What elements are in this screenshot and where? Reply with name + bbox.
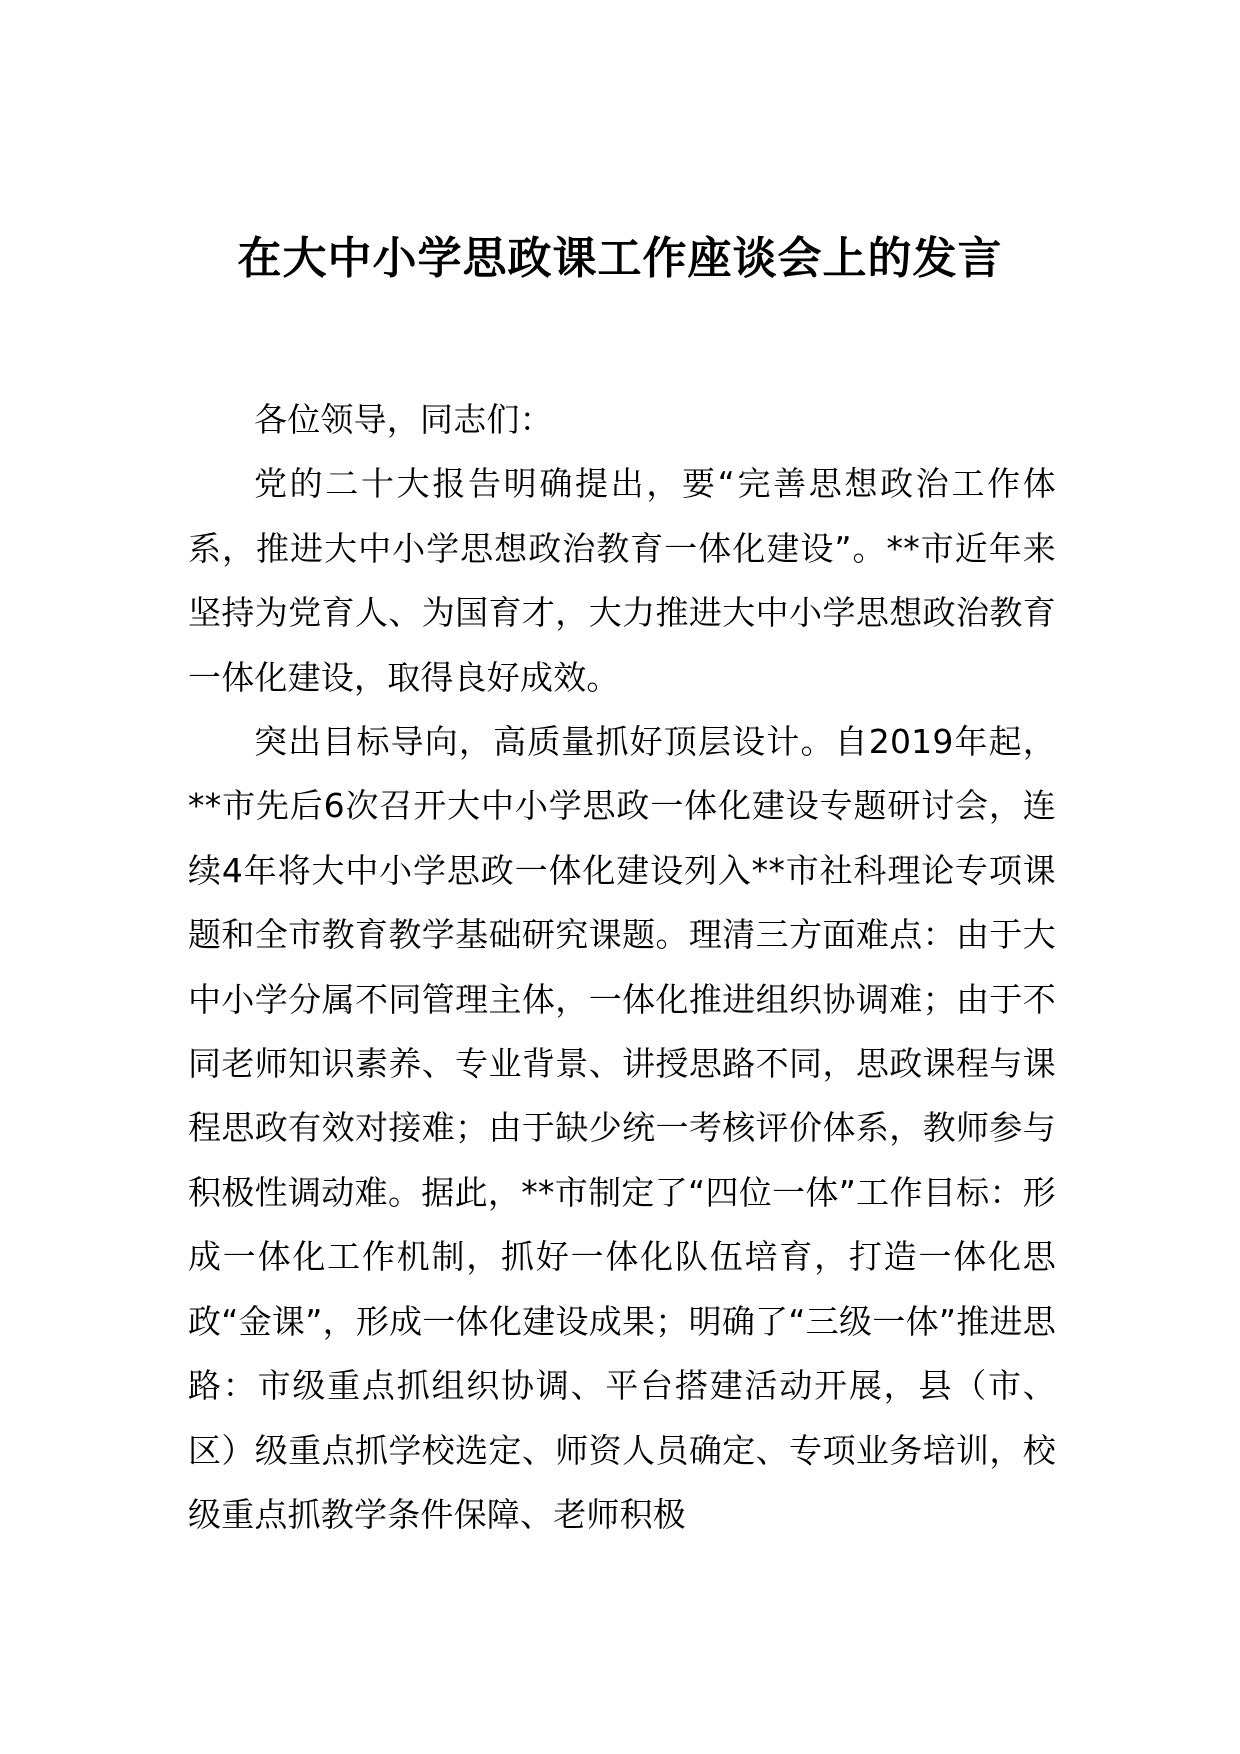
document-title: 在大中小学思政课工作座谈会上的发言 bbox=[237, 233, 1003, 285]
document-body bbox=[188, 388, 1056, 1547]
salutation: 各位领导，同志们： bbox=[254, 400, 553, 439]
paragraph-1: 党的二十大报告明确提出，要“完善思想政治工作体系，推进大中小学思想政治教育一体化建设”。**市近年来坚持为党育人、为国育才，大力推进大中小学思想政治教育一体化建设，取得良好成效。 bbox=[188, 464, 1056, 697]
paragraph-2: 突出目标导向，高质量抓好顶层设计。自2019年起，**市先后6次召开大中小学思政一体化建设专题研讨会，连续4年将大中小学思政一体化建设列入**市社科理论专项课题和全市教育教学基础研究课题。理清三方面难点：由于大中小学分属不同管理主体，一体化推进组织协调难；由于不同老师知识素养、专业背景、讲授思路不同，思政课程与课程思政有效对接难；由于缺少统一考核评价体系，教师参与积极性调动难。据此，**市制定了“四位一体”工作目标：形成一体化工作机制，抓好一体化队伍培育，打造一体化思政“金课”，形成一体化建设成果；明确了“三级一体”推进思路：市级重点抓组织协调、平台搭建活动开展，县（市、区）级重点抓学校选定、师资人员确定、专项业务培训，校级重点抓教学条件保障、老师积极 bbox=[188, 722, 1056, 1534]
